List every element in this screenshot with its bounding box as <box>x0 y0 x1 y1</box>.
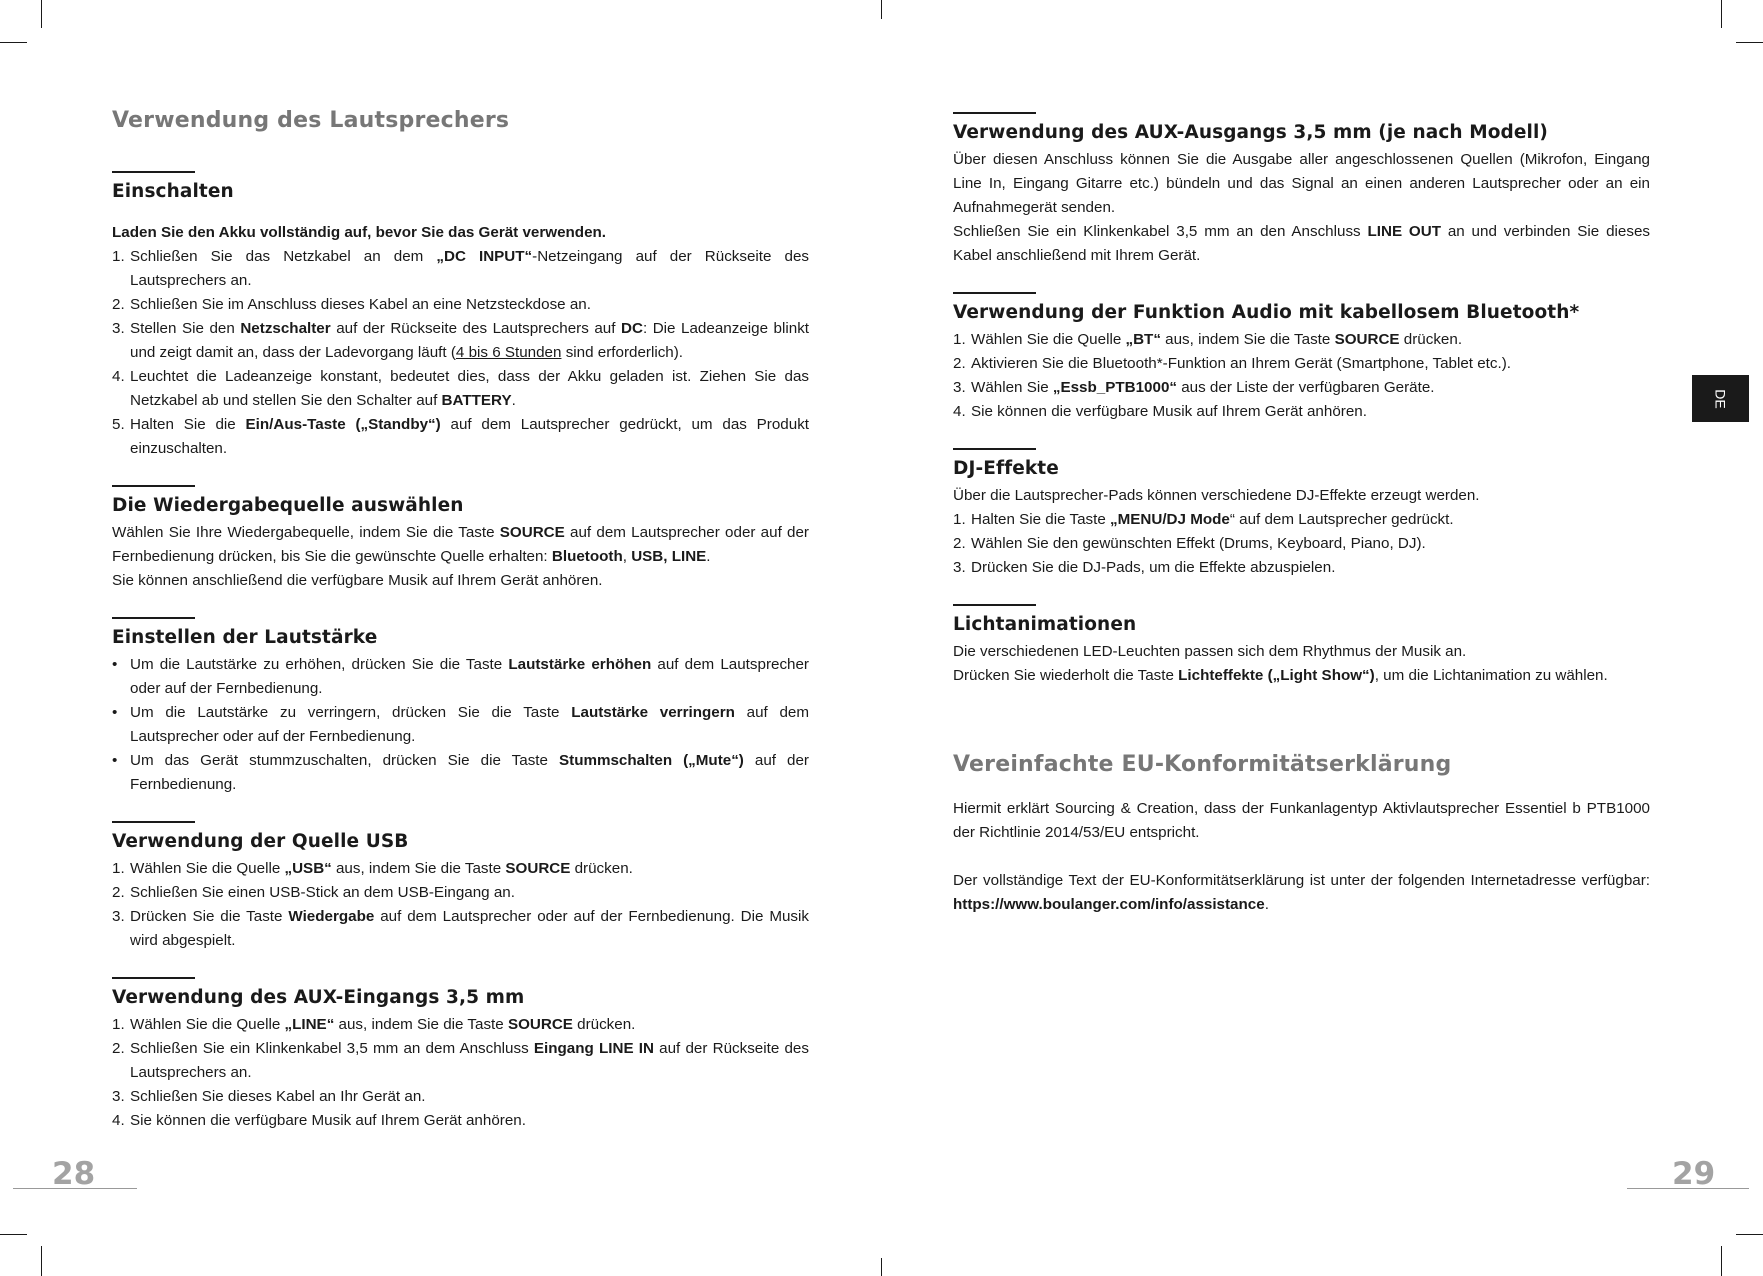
bold-text: SOURCE <box>499 524 565 541</box>
eu-paragraph <box>953 797 1650 845</box>
list-item <box>953 556 1650 580</box>
list-item <box>112 701 809 749</box>
bold-text: Wiedergabe <box>288 908 375 925</box>
text-run: Schließen Sie dieses Kabel an Ihr Gerät an. <box>130 1088 426 1105</box>
bold-text: SOURCE <box>1334 331 1400 348</box>
paragraph <box>953 148 1650 220</box>
paragraph <box>112 569 809 593</box>
crop-mark <box>1721 1246 1722 1276</box>
list-marker: 1. <box>953 511 966 528</box>
crop-mark <box>881 1258 882 1276</box>
list-item <box>112 857 809 881</box>
text-run: auf dem Lautsprecher oder auf der Fernbedienung. Die Musik wird abgespielt. <box>130 908 809 949</box>
paragraph <box>112 521 809 569</box>
list-marker: 2. <box>953 355 966 372</box>
list-item <box>112 881 809 905</box>
text-run: Wählen Sie die Quelle <box>971 331 1126 348</box>
list-marker: 5. <box>112 416 125 433</box>
bold-text: Bluetooth <box>551 548 623 565</box>
list-marker: 2. <box>953 535 966 552</box>
text-run: . <box>1264 896 1269 913</box>
list-item <box>112 749 809 797</box>
text-run: auf dem Lautsprecher oder auf der Fernbedienung. <box>130 704 810 745</box>
numbered-list <box>112 857 809 953</box>
list-item <box>953 532 1650 556</box>
text-run: , <box>622 548 632 565</box>
list-marker: 3. <box>112 1088 125 1105</box>
bold-text: SOURCE <box>507 1016 573 1033</box>
underlined-text: 4 bis 6 Stunden <box>455 344 562 361</box>
crop-mark <box>41 0 42 28</box>
section-rule <box>112 485 195 487</box>
list-item <box>112 293 809 317</box>
list-marker: 4. <box>953 403 966 420</box>
bold-text: Lautstärke verringern <box>571 704 735 721</box>
list-item <box>112 1109 809 1133</box>
text-run: Halten Sie die <box>130 416 246 433</box>
list-marker: 4. <box>112 368 125 385</box>
list-marker: 4. <box>112 1112 125 1129</box>
text-run: Wählen Sie die Quelle <box>130 1016 285 1033</box>
list-item <box>112 413 809 461</box>
section-heading: Verwendung des AUX-Ausgangs 3,5 mm (je nach Modell) <box>953 122 1548 143</box>
section-rule <box>112 171 195 173</box>
list-marker: 2. <box>112 1040 125 1057</box>
text-run: drücken. <box>1399 331 1463 348</box>
text-run: aus, indem Sie die Taste <box>331 860 506 877</box>
left-sections <box>112 171 809 1133</box>
text-run: auf der Rückseite des Lautsprechers an. <box>130 1040 809 1081</box>
bold-text: Stummschalten („Mute“) <box>559 752 744 769</box>
list-marker: 1. <box>112 1016 125 1033</box>
language-tab-label: DE <box>1712 388 1729 409</box>
text-run: Aktivieren Sie die Bluetooth*-Funktion an Ihrem Gerät (Smartphone, Tablet etc.). <box>971 355 1511 372</box>
text-run: aus, indem Sie die Taste <box>334 1016 508 1033</box>
text-run: Über die Lautsprecher-Pads können verschiedene DJ-Effekte erzeugt werden. <box>953 487 1480 504</box>
language-tab <box>1692 375 1749 422</box>
text-run: Stellen Sie den <box>130 320 241 337</box>
text-run: . <box>511 392 516 409</box>
text-run: Sie können die verfügbare Musik auf Ihrem Gerät anhören. <box>971 403 1367 420</box>
list-item <box>953 352 1650 376</box>
list-item <box>112 245 809 293</box>
text-run: drücken. <box>572 1016 636 1033</box>
crop-mark <box>0 1234 27 1235</box>
text-run: Über diesen Anschluss können Sie die Ausgabe aller angeschlossenen Quellen (Mikrofon, Eingang Line In, Eingang Gitarre etc.) bündeln und das Signal an einen anderen Lautsprecher oder an ein Aufnahmegerät senden. <box>953 151 1650 216</box>
section-heading: Die Wiedergabequelle auswählen <box>112 495 464 516</box>
paragraph <box>953 220 1650 268</box>
bold-text: Laden Sie den Akku vollständig auf, bevor Sie das Gerät verwenden. <box>112 224 607 241</box>
section-intro <box>953 484 1650 508</box>
section-heading: Verwendung der Quelle USB <box>112 831 409 852</box>
text-run: Wählen Sie den gewünschten Effekt (Drums, Keyboard, Piano, DJ). <box>971 535 1426 552</box>
list-marker: 2. <box>112 884 125 901</box>
section-rule <box>112 617 195 619</box>
bullet-list <box>112 653 809 797</box>
text-run: Wählen Sie Ihre Wiedergabequelle, indem Sie die Taste <box>112 524 500 541</box>
section-heading: DJ-Effekte <box>953 458 1059 479</box>
text-run: Schließen Sie ein Klinkenkabel 3,5 mm an dem Anschluss <box>130 1040 534 1057</box>
section-heading: Einschalten <box>112 181 234 202</box>
list-item <box>953 508 1650 532</box>
section-rule <box>112 821 195 823</box>
text-run: , um die Lichtanimation zu wählen. <box>1374 667 1608 684</box>
section-rule <box>112 977 195 979</box>
text-run: aus, indem Sie die Taste <box>1160 331 1335 348</box>
text-run: Schließen Sie einen USB-Stick an dem USB-Eingang an. <box>130 884 515 901</box>
text-run: an und verbinden Sie dieses Kabel anschließend mit Ihrem Gerät. <box>953 223 1650 264</box>
section <box>953 112 1650 268</box>
page-number-right: 29 <box>1672 1156 1716 1192</box>
text-run: Schließen Sie das Netzkabel an dem <box>130 248 437 265</box>
text-run: Halten Sie die Taste <box>971 511 1111 528</box>
list-item <box>953 328 1650 352</box>
bold-text: „BT“ <box>1125 331 1161 348</box>
text-run: Hiermit erklärt Sourcing & Creation, dass der Funkanlagentyp Aktivlautsprecher Essentiel b PTB1000 der Richtlinie 2014/53/EU entspricht. <box>953 800 1650 841</box>
text-run: auf dem Lautsprecher gedrückt, um das Produkt einzuschalten. <box>130 416 810 457</box>
section-rule <box>953 112 1036 114</box>
list-item <box>112 1013 809 1037</box>
bold-text: „DC INPUT“ <box>436 248 533 265</box>
eu-paragraphs <box>953 797 1650 917</box>
section-heading: Einstellen der Lautstärke <box>112 627 378 648</box>
text-run: Leuchtet die Ladeanzeige konstant, bedeutet dies, dass der Akku geladen ist. Ziehen Sie das Netzkabel ab und stellen Sie den Schalter auf <box>130 368 809 409</box>
bold-text: BATTERY <box>441 392 512 409</box>
section-rule <box>953 292 1036 294</box>
text-run: Schließen Sie im Anschluss dieses Kabel an eine Netzsteckdose an. <box>130 296 591 313</box>
crop-mark <box>1736 1234 1763 1235</box>
bold-text: „USB“ <box>284 860 332 877</box>
list-marker: 1. <box>112 860 125 877</box>
numbered-list <box>112 1013 809 1133</box>
page-title: Verwendung des Lautsprechers <box>112 108 510 133</box>
crop-mark <box>1736 42 1763 43</box>
section <box>953 604 1650 688</box>
section <box>953 448 1650 580</box>
text-run: auf der Rückseite des Lautsprechers auf <box>330 320 622 337</box>
section <box>112 171 809 461</box>
list-item <box>953 400 1650 424</box>
section <box>112 977 809 1133</box>
section-rule <box>953 604 1036 606</box>
list-marker: 3. <box>953 379 966 396</box>
section-heading: Verwendung der Funktion Audio mit kabellosem Bluetooth* <box>953 302 1580 323</box>
list-marker: 2. <box>112 296 125 313</box>
bold-text: https://www.boulanger.com/info/assistance <box>953 896 1265 913</box>
list-item <box>112 317 809 365</box>
list-marker: 3. <box>112 320 125 337</box>
text-run: drücken. <box>570 860 633 877</box>
left-page <box>112 108 809 1133</box>
text-run: -Netzeingang auf der Rückseite des Lautsprechers an. <box>130 248 810 289</box>
text-run: Um das Gerät stummzuschalten, drücken Sie die Taste <box>130 752 559 769</box>
bold-text: Eingang LINE IN <box>533 1040 654 1057</box>
numbered-list <box>953 508 1650 580</box>
bold-text: USB, LINE <box>631 548 707 565</box>
text-run: : Die Ladeanzeige blinkt und zeigt damit an, dass der Ladevorgang läuft ( <box>130 320 810 361</box>
section <box>112 617 809 797</box>
right-page <box>953 108 1650 917</box>
text-run: sind erforderlich). <box>561 344 684 361</box>
text-run: Drücken Sie die DJ-Pads, um die Effekte abzuspielen. <box>971 559 1336 576</box>
text-run: Der vollständige Text der EU-Konformitätserklärung ist unter der folgenden Internetadresse verfügbar: <box>953 872 1650 889</box>
list-item <box>112 905 809 953</box>
text-run: Schließen Sie ein Klinkenkabel 3,5 mm an den Anschluss <box>953 223 1368 240</box>
bold-text: Netzschalter <box>240 320 331 337</box>
bold-text: „Essb_PTB1000“ <box>1052 379 1177 396</box>
eu-declaration <box>953 752 1650 917</box>
section <box>112 821 809 953</box>
right-sections <box>953 112 1650 688</box>
bold-text: LINE OUT <box>1367 223 1441 240</box>
text-run: auf der Fernbedienung. <box>130 752 809 793</box>
text-run: Sie können anschließend die verfügbare Musik auf Ihrem Gerät anhören. <box>112 572 603 589</box>
list-marker: 3. <box>112 908 125 925</box>
list-marker: • <box>112 752 118 769</box>
bold-text: „MENU/DJ Mode <box>1110 511 1230 528</box>
eu-paragraph <box>953 869 1650 917</box>
numbered-list <box>112 245 809 461</box>
list-item <box>112 1037 809 1085</box>
crop-mark <box>1721 0 1722 28</box>
list-marker: 1. <box>953 331 966 348</box>
text-run: . <box>706 548 711 565</box>
section <box>112 485 809 593</box>
crop-mark <box>41 1246 42 1276</box>
text-run: auf dem Lautsprecher oder auf der Fernbedienung. <box>130 656 809 697</box>
bold-text: DC <box>621 320 643 337</box>
section-intro <box>112 221 809 245</box>
bold-text: „LINE“ <box>284 1016 335 1033</box>
text-run: auf dem Lautsprecher oder auf der Fernbedienung drücken, bis Sie die gewünschte Quelle erhalten: <box>112 524 809 565</box>
section-rule <box>953 448 1036 450</box>
list-item <box>112 653 809 701</box>
section-heading: Lichtanimationen <box>953 614 1137 635</box>
list-marker: 1. <box>112 248 125 265</box>
list-marker: 3. <box>953 559 966 576</box>
text-run: “ auf dem Lautsprecher gedrückt. <box>1229 511 1454 528</box>
text-run: Drücken Sie die Taste <box>130 908 289 925</box>
crop-mark <box>0 42 27 43</box>
section-heading: Verwendung des AUX-Eingangs 3,5 mm <box>112 987 525 1008</box>
text-run: aus der Liste der verfügbaren Geräte. <box>1177 379 1435 396</box>
bold-text: SOURCE <box>505 860 571 877</box>
paragraph <box>953 664 1650 688</box>
paragraph <box>953 640 1650 664</box>
eu-title: Vereinfachte EU-Konformitätserklärung <box>953 752 1452 777</box>
list-marker: • <box>112 656 118 673</box>
crop-mark <box>881 0 882 19</box>
numbered-list <box>953 328 1650 424</box>
bold-text: Ein/Aus-Taste („Standby“) <box>245 416 441 433</box>
text-run: Sie können die verfügbare Musik auf Ihrem Gerät anhören. <box>130 1112 526 1129</box>
bold-text: Lichteffekte („Light Show“) <box>1178 667 1375 684</box>
text-run: Um die Lautstärke zu erhöhen, drücken Sie die Taste <box>130 656 509 673</box>
page-number-left: 28 <box>52 1156 96 1192</box>
list-item <box>112 365 809 413</box>
section <box>953 292 1650 424</box>
list-marker: • <box>112 704 118 721</box>
text-run: Um die Lautstärke zu verringern, drücken Sie die Taste <box>130 704 572 721</box>
text-run: Drücken Sie wiederholt die Taste <box>953 667 1179 684</box>
text-run: Wählen Sie <box>971 379 1053 396</box>
text-run: Wählen Sie die Quelle <box>130 860 285 877</box>
bold-text: Lautstärke erhöhen <box>508 656 652 673</box>
list-item <box>112 1085 809 1109</box>
text-run: Die verschiedenen LED-Leuchten passen sich dem Rhythmus der Musik an. <box>953 643 1467 660</box>
list-item <box>953 376 1650 400</box>
